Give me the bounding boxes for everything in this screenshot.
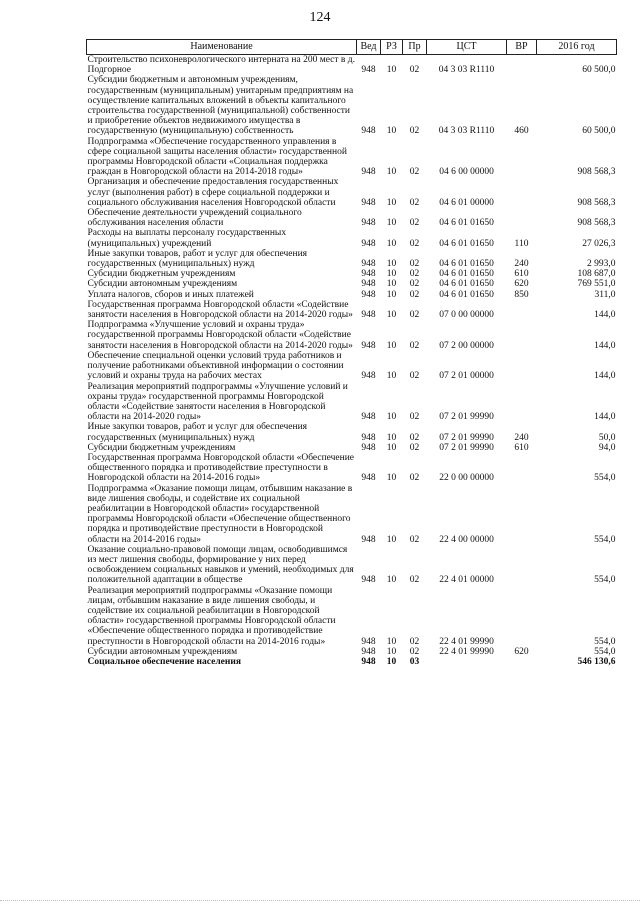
row-vr: [507, 657, 537, 667]
row-name: Субсидии бюджетным и автономным учреждениям, государственным (муниципальным) унитарным предприятиям на осуществление капитальных вложений в объекты капитального строительства государственной (муниципальной) собственности и приобретение объектов недвижимого имущества в государственную (муниципальную) собственность: [87, 75, 354, 137]
header-year: 2016 год: [537, 40, 617, 55]
table-row: [87, 586, 617, 647]
row-pr: 02: [409, 473, 420, 484]
row-amount: 50,0: [598, 432, 616, 443]
row-vr: [507, 208, 537, 228]
row-vr: 620: [514, 279, 529, 290]
table-row: [87, 351, 617, 382]
row-rz: 10: [386, 269, 397, 280]
row-pr: 02: [409, 340, 420, 351]
table-row: [87, 453, 617, 484]
row-rz: 10: [386, 473, 397, 484]
row-pr: 02: [409, 432, 420, 443]
table-row: [87, 443, 617, 453]
row-name: Реализация мероприятий подпрограммы «Улучшение условий и охраны труда» государственной программы Новгородской области «Содействие занятости населения в Новгородской области на 2014-2020 годы»: [87, 381, 348, 423]
row-amount: 554,0: [594, 636, 616, 647]
row-name: Субсидии бюджетным учреждениям: [87, 269, 236, 280]
row-pr: 02: [409, 646, 420, 657]
row-ved: 948: [361, 259, 376, 270]
row-vr: 610: [514, 442, 529, 453]
row-name: Социальное обеспечение населения: [87, 656, 241, 667]
row-ved: 948: [361, 646, 376, 657]
row-rz: 10: [386, 126, 397, 137]
table-row: [87, 75, 617, 136]
row-cst: 22 4 01 00000: [439, 575, 494, 586]
table-row: [87, 269, 617, 279]
row-pr: 02: [409, 259, 420, 270]
row-rz: 10: [386, 534, 397, 545]
table-row: [87, 484, 617, 545]
row-ved: 948: [361, 218, 376, 229]
table-row: [87, 137, 617, 178]
row-ved: 948: [361, 473, 376, 484]
row-name: Подпрограмма «Оказание помощи лицам, отбывшим наказание в виде лишения свободы, и содействие их социальной реабилитации в Новгородской области» государственной программы Новгородской области «Обеспечение общественного порядка и противодействие преступности в Новгородской области на 2014-2016 годы»: [87, 483, 353, 545]
row-rz: 10: [386, 197, 397, 208]
row-vr: [507, 55, 537, 76]
row-ved: 948: [361, 432, 376, 443]
row-cst: 22 4 00 00000: [439, 534, 494, 545]
row-pr: 02: [409, 442, 420, 453]
row-amount: 769 551,0: [577, 279, 616, 290]
row-pr: 02: [409, 167, 420, 178]
row-pr: 02: [409, 65, 420, 76]
row-cst: 04 6 01 01650: [439, 238, 494, 249]
header-ved: Вед: [357, 40, 381, 55]
row-cst: 07 2 00 00000: [439, 340, 494, 351]
row-cst: 04 6 01 01650: [439, 289, 494, 300]
row-rz: 10: [386, 412, 397, 423]
row-ved: 948: [361, 65, 376, 76]
row-name: Субсидии автономным учреждениям: [87, 646, 238, 657]
row-pr: 02: [409, 636, 420, 647]
row-amount: 908 568,3: [577, 167, 616, 178]
row-cst: 07 2 01 99990: [439, 442, 494, 453]
row-cst: 04 6 01 01650: [439, 259, 494, 270]
row-rz: 10: [386, 656, 397, 667]
table-row: [87, 208, 617, 228]
row-vr: [507, 300, 537, 320]
row-amount: 554,0: [594, 646, 616, 657]
table-row: [87, 177, 617, 208]
row-pr: 02: [409, 534, 420, 545]
row-rz: 10: [386, 259, 397, 270]
row-ved: 948: [361, 197, 376, 208]
table-row: [87, 545, 617, 586]
row-rz: 10: [386, 167, 397, 178]
row-ved: 948: [361, 534, 376, 545]
row-amount: 60 500,0: [582, 126, 616, 137]
row-rz: 10: [386, 279, 397, 290]
row-pr: 02: [409, 289, 420, 300]
row-ved: 948: [361, 279, 376, 290]
row-name: Уплата налогов, сборов и иных платежей: [87, 289, 254, 300]
row-cst: [427, 657, 507, 667]
row-ved: 948: [361, 636, 376, 647]
row-name: Субсидии автономным учреждениям: [87, 279, 238, 290]
row-ved: 948: [361, 310, 376, 321]
row-vr: [507, 320, 537, 351]
row-vr: 240: [514, 432, 529, 443]
row-ved: 948: [361, 289, 376, 300]
row-vr: 240: [514, 259, 529, 270]
row-vr: [507, 586, 537, 647]
table-row: [87, 228, 617, 248]
row-name: Государственная программа Новгородской области «Содействие занятости населения в Новгородской области на 2014-2020 годы»: [87, 299, 353, 321]
row-cst: 07 0 00 00000: [439, 310, 494, 321]
table-header-row: [87, 40, 617, 55]
row-rz: 10: [386, 371, 397, 382]
row-cst: 04 6 01 01650: [439, 218, 494, 229]
row-cst: 04 6 01 00000: [439, 197, 494, 208]
row-rz: 10: [386, 442, 397, 453]
row-vr: 620: [514, 646, 529, 657]
table-row: [87, 382, 617, 423]
header-name: Наименование: [87, 40, 357, 55]
row-cst: 22 4 01 99990: [439, 646, 494, 657]
row-amount: 554,0: [594, 473, 616, 484]
row-amount: 546 130,6: [577, 656, 616, 667]
row-name: Обеспечение специальной оценки условий труда работников и получение работниками объективной информации о состоянии условий и охраны труда на рабочих местах: [87, 350, 344, 382]
table-row: [87, 647, 617, 657]
row-name: Оказание социально-правовой помощи лицам, освободившимся из мест лишения свободы, формирование у них перед освобождением социальных навыков и умений, необходимых для положительной адаптации в обществе: [87, 544, 354, 586]
row-vr: 110: [514, 238, 529, 249]
table-row: [87, 249, 617, 269]
row-amount: 144,0: [594, 371, 616, 382]
row-name: Строительство психоневрологического интерната на 200 мест в д. Подгорное: [87, 55, 355, 76]
row-name: Подпрограмма «Улучшение условий и охраны труда» государственной программы Новгородской области «Содействие занятости населения в Новгородской области на 2014-2020 годы»: [87, 320, 353, 351]
row-cst: 04 3 03 R1110: [438, 126, 495, 137]
row-cst: 07 2 01 00000: [439, 371, 494, 382]
row-name: Расходы на выплаты персоналу государственных (муниципальных) учреждений: [87, 228, 287, 249]
row-cst: 04 6 01 01650: [439, 269, 494, 280]
row-ved: 948: [361, 340, 376, 351]
row-pr: 02: [409, 310, 420, 321]
page-number: 124: [309, 10, 331, 25]
row-vr: [507, 453, 537, 484]
row-cst: 04 3 03 R1110: [438, 65, 495, 76]
row-amount: 2 993,0: [587, 259, 616, 270]
row-vr: [507, 545, 537, 586]
table-row: [87, 422, 617, 442]
row-name: Иные закупки товаров, работ и услуг для обеспечения государственных (муниципальных) нужд: [87, 248, 308, 270]
row-vr: [507, 351, 537, 382]
row-amount: 144,0: [594, 340, 616, 351]
row-ved: 948: [361, 269, 376, 280]
table-row: [87, 320, 617, 351]
row-rz: 10: [386, 432, 397, 443]
row-pr: 02: [409, 269, 420, 280]
row-amount: 554,0: [594, 534, 616, 545]
scan-edge-line: [0, 900, 640, 901]
row-vr: [507, 177, 537, 208]
row-rz: 10: [386, 646, 397, 657]
row-amount: 60 500,0: [582, 65, 616, 76]
row-amount: 908 568,3: [577, 197, 616, 208]
row-rz: 10: [386, 65, 397, 76]
row-pr: 03: [409, 656, 420, 667]
table-row: [87, 290, 617, 300]
row-ved: 948: [361, 442, 376, 453]
row-vr: 460: [514, 126, 529, 137]
row-rz: 10: [386, 310, 397, 321]
row-amount: 311,0: [594, 289, 616, 300]
row-name: Реализация мероприятий подпрограммы «Оказание помощи лицам, отбывшим наказание в виде лишения свободы, и содействие их социальной реабилитации в Новгородской области» государственной программы Новгородской области «Обеспечение общественного порядка и противодействие преступности в Новгородской области на 2014-2016 годы»: [87, 585, 336, 647]
budget-table: [86, 39, 617, 667]
row-vr: [507, 382, 537, 423]
table-row: [87, 300, 617, 320]
row-name: Государственная программа Новгородской области «Обеспечение общественного порядка и противодействие преступности в Новгородской области на 2014-2016 годы»: [87, 452, 355, 484]
row-pr: 02: [409, 371, 420, 382]
row-name: Обеспечение деятельности учреждений социального обслуживания населения области: [87, 208, 302, 229]
table-body: [87, 55, 617, 668]
header-vr: ВР: [507, 40, 537, 55]
row-ved: 948: [361, 371, 376, 382]
row-rz: 10: [386, 575, 397, 586]
table-row: [87, 657, 617, 667]
row-pr: 02: [409, 575, 420, 586]
row-rz: 10: [386, 289, 397, 300]
row-amount: 554,0: [594, 575, 616, 586]
row-vr: [507, 484, 537, 545]
header-cst: ЦСТ: [427, 40, 507, 55]
row-amount: 27 026,3: [582, 238, 616, 249]
row-pr: 02: [409, 412, 420, 423]
row-cst: 22 4 01 99990: [439, 636, 494, 647]
row-name: Субсидии бюджетным учреждениям: [87, 442, 236, 453]
row-vr: 850: [514, 289, 529, 300]
row-ved: 948: [361, 412, 376, 423]
row-pr: 02: [409, 197, 420, 208]
row-amount: 144,0: [594, 412, 616, 423]
row-vr: [507, 137, 537, 178]
row-pr: 02: [409, 126, 420, 137]
row-name: Подпрограмма «Обеспечение государственного управления в сфере социальной защиты населения области» государственной программы Новгородской области «Социальная поддержка граждан в Новгородской области на 2014-2018 годы»: [87, 136, 347, 178]
table-row: [87, 55, 617, 76]
row-rz: 10: [386, 218, 397, 229]
row-rz: 10: [386, 238, 397, 249]
row-amount: 908 568,3: [577, 218, 616, 229]
table-row: [87, 279, 617, 289]
row-cst: 07 2 01 99990: [439, 432, 494, 443]
row-pr: 02: [409, 218, 420, 229]
row-amount: 144,0: [594, 310, 616, 321]
row-ved: 948: [361, 656, 376, 667]
row-ved: 948: [361, 238, 376, 249]
row-name: Организация и обеспечение предоставления государственных услуг (выполнения работ) в сфере социальной поддержки и социального обслуживания населения Новгородской области: [87, 177, 339, 208]
header-pr: Пр: [403, 40, 427, 55]
row-cst: 22 0 00 00000: [439, 473, 494, 484]
row-rz: 10: [386, 340, 397, 351]
row-ved: 948: [361, 167, 376, 178]
row-ved: 948: [361, 575, 376, 586]
row-name: Иные закупки товаров, работ и услуг для обеспечения государственных (муниципальных) нужд: [87, 422, 308, 443]
row-amount: 94,0: [598, 442, 616, 453]
header-rz: РЗ: [381, 40, 403, 55]
row-rz: 10: [386, 636, 397, 647]
row-cst: 04 6 01 01650: [439, 279, 494, 290]
row-cst: 04 6 00 00000: [439, 167, 494, 178]
row-ved: 948: [361, 126, 376, 137]
row-vr: 610: [514, 269, 529, 280]
row-cst: 07 2 01 99990: [439, 412, 494, 423]
row-amount: 108 687,0: [577, 269, 616, 280]
row-pr: 02: [409, 238, 420, 249]
row-pr: 02: [409, 279, 420, 290]
